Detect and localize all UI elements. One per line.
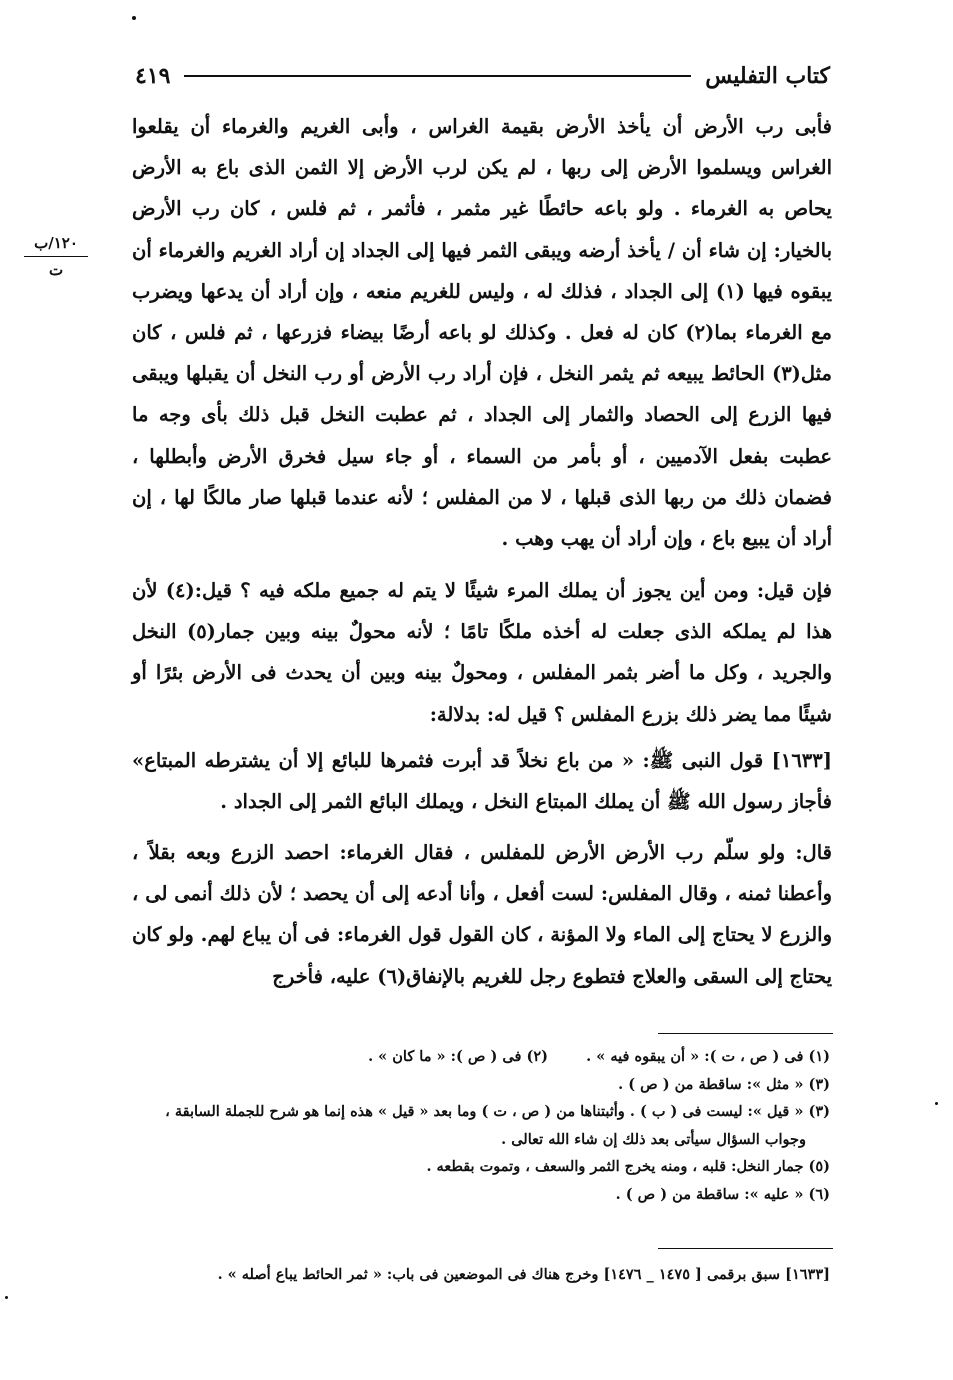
scan-speck <box>5 1296 8 1299</box>
page-number: ٤١٩ <box>135 63 171 89</box>
footnote: (٥) جمار النخل: قلبه ، ومنه يخرج الثمر والسعف ، وتموت بقطعه . <box>426 1158 830 1175</box>
footnote: (١) فى ( ص ، ت ): « أن يبقوه فيه » . <box>586 1048 830 1065</box>
footnotes <box>150 1043 830 1208</box>
scan-speck <box>935 1102 938 1105</box>
paragraph: قال: ولو سلّم رب الأرض الأرض للمفلس ، فقال الغرماء: احصد الزرع وبعه بقلاً ، وأعطنا ثمنه ، وقال المفلس: لست أفعل ، وأنا أدعه إلى أن يحصد ؛ لأن ذلك أنمى لى ، والزرع لا يحتاج إلى الماء ولا المؤنة ، كان القول قول الغرماء: فى أن يباع لهم. ولو كان يحتاج إلى السقى والعلاج فتطوع رجل للغريم بالإنفاق(٦) عليه، فأخرج <box>132 841 832 988</box>
folio-rule <box>24 256 88 257</box>
paragraph: [١٦٣٣] قول النبى ﷺ: « من باع نخلاً قد أبرت فثمرها للبائع إلا أن يشترطه المبتاع» فأجاز رسول الله ﷺ أن يملك المبتاع النخل ، ويملك البائع الثمر إلى الجداد . <box>132 749 832 814</box>
paragraph: فإن قيل: ومن أين يجوز أن يملك المرء شيئًا لا يتم له جميع ملكه فيه ؟ قيل:(٤) لأن هذا لم يملكه الذى جعلت له أخذه ملكًا تامًا ؛ لأنه محولٌ بينه وبين جمار(٥) النخل والجريد ، وكل ما أضر بثمر المفلس ، ومحولٌ بينه وبين أن يحدث فى الأرض بئرًا أو شيئًا مما يضر ذلك بزرع المفلس ؟ قيل له: بدلالة: <box>132 579 833 726</box>
hadith-block <box>132 740 832 822</box>
footnote: (٢) فى ( ص ): « ما كان » . <box>368 1048 548 1065</box>
scan-speck <box>132 16 136 20</box>
footnote: (٦) « عليه »: ساقطة من ( ص ) . <box>615 1185 830 1203</box>
reference-separator <box>658 1248 833 1249</box>
main-text-block-1 <box>132 106 832 559</box>
chapter-title: كتاب التفليس <box>705 63 830 89</box>
hadith-reference-note: [١٦٣٣] سبق برقمى [ ١٤٧٥ _ ١٤٧٦] وخرج هناك فى الموضعين فى باب: « ثمر الحائط يباع أصله » . <box>217 1266 830 1283</box>
footnote-separator <box>658 1033 833 1034</box>
manuscript-siglum: ت <box>48 261 64 279</box>
footnote: (٣) « مثل »: ساقطة من ( ص ) . <box>618 1075 830 1093</box>
footnote: (٣) « قيل »: ليست فى ( ب ) . وأثبتناها من ( ص ، ت ) وما بعد « قيل » هذه إنما هو شرح للجملة السابقة ، <box>165 1103 830 1120</box>
main-text-block-3 <box>132 832 832 997</box>
manuscript-folio-note <box>20 232 92 281</box>
header-rule <box>184 75 691 77</box>
running-header <box>135 58 830 94</box>
paragraph: فأبى رب الأرض أن يأخذ الأرض بقيمة الغراس ، وأبى الغريم والغرماء أن يقلعوا الغراس ويسلموا الأرض إلى ربها ، لم يكن لرب الأرض إلا الثمن الذى باع به الأرض يحاص به الغرماء . ولو باعه حائطًا غير مثمر ، فأثمر ، ثم فلس ، كان رب الأرض بالخيار: إن شاء أن / يأخذ أرضه ويبقى الثمر فيها إلى الجداد إن أراد الغريم والغرماء أن يبقوه فيها (١) إلى الجداد ، فذلك له ، وليس للغريم منعه ، وإن أراد أن يدعها ويضرب مع الغرماء بما(٢) كان له فعل . وكذلك لو باعه أرضًا بيضاء فزرعها ، ثم فلس ، كان مثل(٣) الحائط يبيعه ثم يثمر النخل ، فإن أراد رب الأرض أو رب النخل أن يقبلها ويبقى فيها الزرع إلى الحصاد والثمار إلى الجداد ، ثم عطبت النخل قبل ذلك بأى وجه ما عطبت بفعل الآدميين ، أو بأمر من السماء ، أو جاء سيل فخرق الأرض وأبطلها ، فضمان ذلك من ربها الذى قبلها ، لا من المفلس ؛ لأنه عندما قبلها صار مالكًا لها ، إن أراد أن يبيع باع ، وإن أراد أن يهب وهب . <box>132 115 833 551</box>
footnote-continuation: وجواب السؤال سيأتى بعد ذلك إن شاء الله تعالى . <box>501 1130 806 1148</box>
footnote-row <box>150 1043 830 1071</box>
main-text-block-2 <box>132 570 832 735</box>
folio-marker: ١٢٠/ب <box>34 234 78 252</box>
